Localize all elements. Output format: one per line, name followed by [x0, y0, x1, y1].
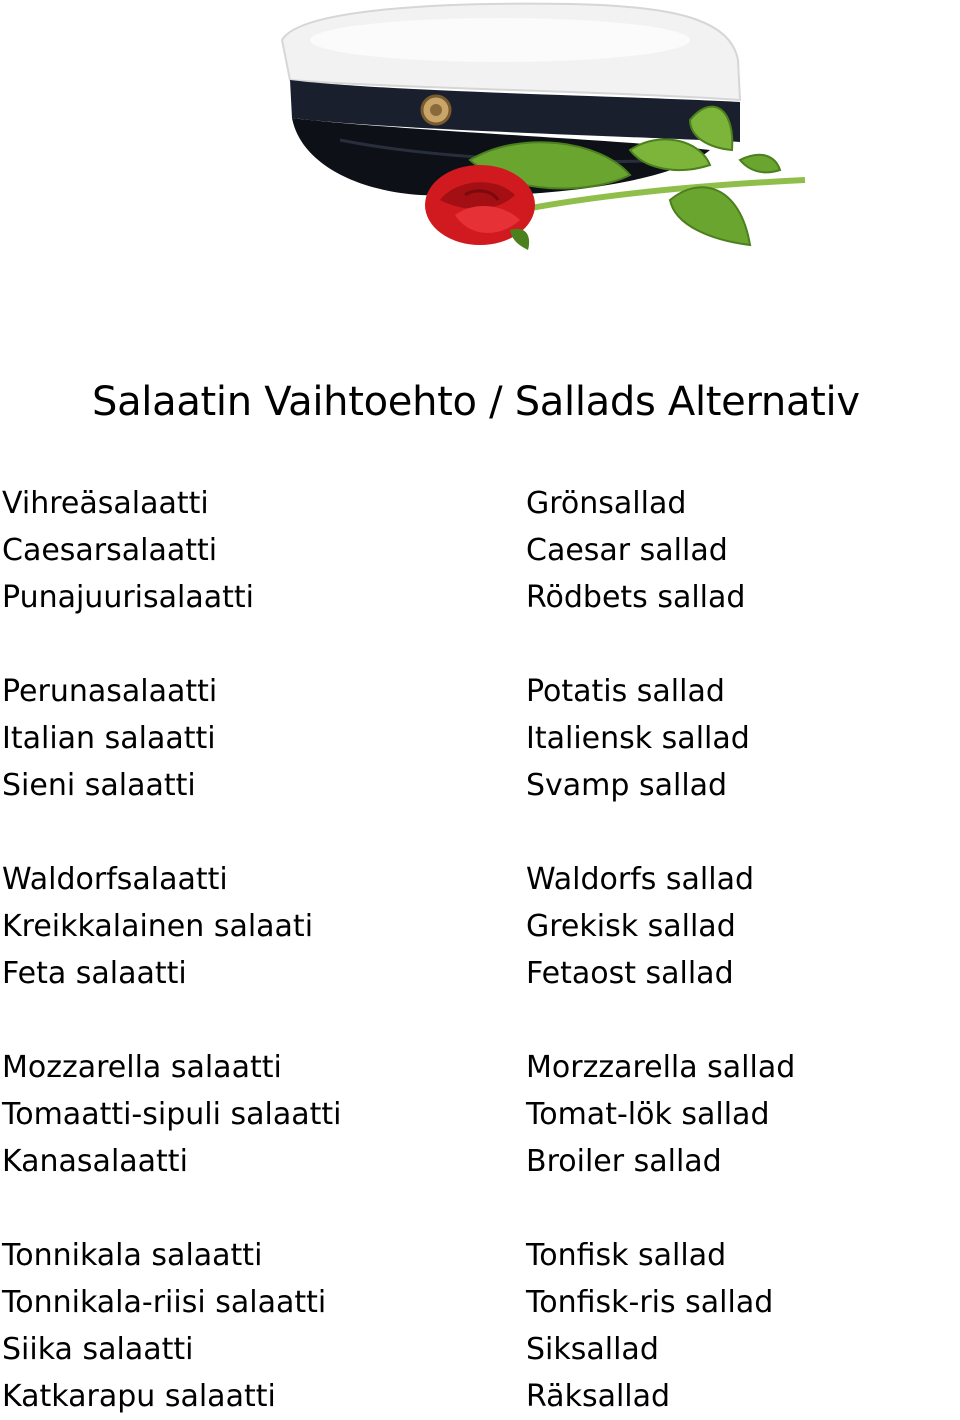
swedish-salad-item: Tonfisk-ris sallad [526, 1285, 774, 1320]
swedish-salad-item: Räksallad [526, 1379, 671, 1414]
finnish-salad-item: Mozzarella salaatti [2, 1050, 282, 1085]
swedish-salad-group [526, 1232, 795, 1420]
finnish-salad-group [2, 1044, 341, 1185]
swedish-salad-item: Rödbets sallad [526, 580, 746, 615]
swedish-salad-item: Italiensk sallad [526, 721, 750, 756]
finnish-salad-item: Katkarapu salaatti [2, 1379, 276, 1414]
swedish-salad-item: Tomat-lök sallad [526, 1097, 770, 1132]
swedish-salad-item: Broiler sallad [526, 1144, 722, 1179]
finnish-salad-item: Tonnikala-riisi salaatti [2, 1285, 327, 1320]
swedish-salad-item: Tonfisk sallad [526, 1238, 727, 1273]
swedish-salad-group [526, 668, 795, 809]
page-title: Salaatin Vaihtoehto / Sallads Alternativ [92, 379, 860, 425]
cap-crown-highlight [310, 18, 690, 62]
finnish-salad-group [2, 1232, 341, 1420]
swedish-salad-item: Siksallad [526, 1332, 659, 1367]
swedish-salad-item: Grekisk sallad [526, 909, 736, 944]
finnish-salad-item: Italian salaatti [2, 721, 216, 756]
rose-sepal [510, 229, 529, 250]
finnish-salad-item: Kanasalaatti [2, 1144, 188, 1179]
swedish-salad-list [526, 480, 795, 1420]
leaf [670, 187, 750, 245]
finnish-salad-group [2, 480, 341, 621]
swedish-salad-item: Svamp sallad [526, 768, 728, 803]
swedish-salad-item: Fetaost sallad [526, 956, 734, 991]
swedish-salad-item: Grönsallad [526, 486, 687, 521]
finnish-salad-group [2, 668, 341, 809]
swedish-salad-item: Morzzarella sallad [526, 1050, 796, 1085]
leaf [740, 155, 780, 173]
finnish-salad-item: Caesarsalaatti [2, 533, 218, 568]
finnish-salad-item: Siika salaatti [2, 1332, 194, 1367]
finnish-salad-item: Tomaatti-sipuli salaatti [2, 1097, 342, 1132]
swedish-salad-item: Potatis sallad [526, 674, 725, 709]
student-cap-with-rose-icon [270, 0, 820, 270]
finnish-salad-item: Kreikkalainen salaati [2, 909, 314, 944]
finnish-salad-item: Perunasalaatti [2, 674, 218, 709]
swedish-salad-item: Caesar sallad [526, 533, 728, 568]
finnish-salad-list [2, 480, 341, 1420]
swedish-salad-group [526, 1044, 795, 1185]
finnish-salad-item: Waldorfsalaatti [2, 862, 228, 897]
finnish-salad-item: Feta salaatti [2, 956, 187, 991]
finnish-salad-item: Vihreäsalaatti [2, 486, 209, 521]
finnish-salad-item: Punajuurisalaatti [2, 580, 254, 615]
swedish-salad-group [526, 856, 795, 997]
swedish-salad-group [526, 480, 795, 621]
finnish-salad-item: Sieni salaatti [2, 768, 196, 803]
finnish-salad-item: Tonnikala salaatti [2, 1238, 263, 1273]
finnish-salad-group [2, 856, 341, 997]
swedish-salad-item: Waldorfs sallad [526, 862, 755, 897]
